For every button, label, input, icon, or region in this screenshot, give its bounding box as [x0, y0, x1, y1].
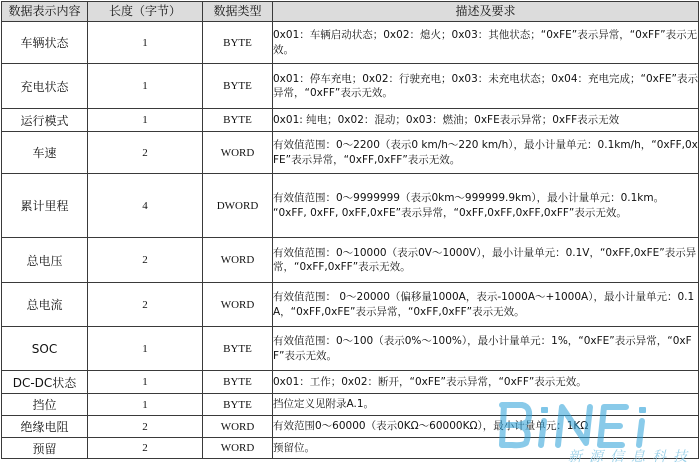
- row-type: WORD: [203, 283, 273, 327]
- row-name: 预留: [2, 438, 88, 459]
- table-row: [2, 283, 699, 327]
- row-length: 1: [88, 371, 203, 394]
- table-row: [2, 327, 699, 371]
- row-description: 有效值范围：0～10000（表示0V～1000V），最小计量单元：0.1V，“0xFF,0xFE”表示异常，“0xFF,0xFF”表示无效。: [273, 238, 699, 283]
- row-type: BYTE: [203, 327, 273, 371]
- row-description: 0x01：工作；0x02：断开，“0xFE”表示异常，“0xFF”表示无效。: [273, 371, 699, 394]
- row-type: DWORD: [203, 174, 273, 238]
- table-row: [2, 22, 699, 64]
- row-name: SOC: [2, 327, 88, 371]
- row-type: WORD: [203, 238, 273, 283]
- table-row: [2, 371, 699, 394]
- row-type: BYTE: [203, 109, 273, 132]
- row-length: 2: [88, 416, 203, 438]
- row-type: WORD: [203, 416, 273, 438]
- row-name: 充电状态: [2, 64, 88, 109]
- row-description: 有效值范围： 0～20000（偏移量1000A，表示-1000A～+1000A），最小计量单元：0.1A，“0xFF,0xFE”表示异常，“0xFF,0xFF”表示无效。: [273, 283, 699, 327]
- row-length: 1: [88, 22, 203, 64]
- row-name: 累计里程: [2, 174, 88, 238]
- row-description: 有效值范围：0～2200（表示0 km/h～220 km/h），最小计量单元：0.1km/h，“0xFF,0xFE”表示异常，“0xFF,0xFF”表示无效。: [273, 132, 699, 174]
- row-name: 总电流: [2, 283, 88, 327]
- header-content: 数据表示内容: [2, 2, 88, 22]
- row-description: 有效范围0～60000（表示0KΩ～60000KΩ），最小计量单元：1KΩ: [273, 416, 699, 438]
- row-type: WORD: [203, 438, 273, 459]
- table-row: [2, 438, 699, 459]
- row-length: 1: [88, 64, 203, 109]
- row-length: 1: [88, 109, 203, 132]
- row-name: 绝缘电阻: [2, 416, 88, 438]
- row-length: 2: [88, 438, 203, 459]
- header-length: 长度（字节）: [88, 2, 203, 22]
- header-type: 数据类型: [203, 2, 273, 22]
- row-type: BYTE: [203, 64, 273, 109]
- row-length: 1: [88, 394, 203, 416]
- row-description: 有效值范围：0～100（表示0%～100%），最小计量单元：1%，“0xFE”表示异常，“0xFF”表示无效。: [273, 327, 699, 371]
- row-description: 0x01：停车充电；0x02：行驶充电；0x03：未充电状态；0x04：充电完成；“0xFE”表示异常，“0xFF”表示无效。: [273, 64, 699, 109]
- row-description: 挡位定义见附录A.1。: [273, 394, 699, 416]
- table-row: [2, 174, 699, 238]
- row-description: 0x01：车辆启动状态；0x02：熄火；0x03：其他状态；“0xFE”表示异常，“0xFF”表示无效。: [273, 22, 699, 64]
- row-type: BYTE: [203, 371, 273, 394]
- table-row: [2, 132, 699, 174]
- table-header-row: [2, 2, 699, 22]
- table-row: [2, 394, 699, 416]
- row-length: 2: [88, 238, 203, 283]
- row-length: 2: [88, 132, 203, 174]
- row-type: BYTE: [203, 394, 273, 416]
- row-name: 运行模式: [2, 109, 88, 132]
- row-description: 0x01: 纯电；0x02：混动；0x03：燃油；0xFE表示异常；0xFF表示无效: [273, 109, 699, 132]
- table-row: [2, 416, 699, 438]
- watermark-subtitle: 新源信息科技: [568, 449, 694, 465]
- row-type: BYTE: [203, 22, 273, 64]
- row-length: 4: [88, 174, 203, 238]
- row-name: 车速: [2, 132, 88, 174]
- data-spec-table: [1, 1, 699, 459]
- table-row: [2, 64, 699, 109]
- table-row: [2, 109, 699, 132]
- row-description: 有效值范围：0～9999999（表示0km～999999.9km），最小计量单元：0.1km。 “0xFF, 0xFF, 0xFF,0xFE”表示异常，“0xFF,0xFF,0xFF,0xFF”表示无效。: [273, 174, 699, 238]
- row-description: 预留位。: [273, 438, 699, 459]
- row-length: 2: [88, 283, 203, 327]
- row-type: WORD: [203, 132, 273, 174]
- header-description: 描述及要求: [273, 2, 699, 22]
- row-name: 挡位: [2, 394, 88, 416]
- row-name: 车辆状态: [2, 22, 88, 64]
- table-row: [2, 238, 699, 283]
- row-length: 1: [88, 327, 203, 371]
- row-name: 总电压: [2, 238, 88, 283]
- row-name: DC-DC状态: [2, 371, 88, 394]
